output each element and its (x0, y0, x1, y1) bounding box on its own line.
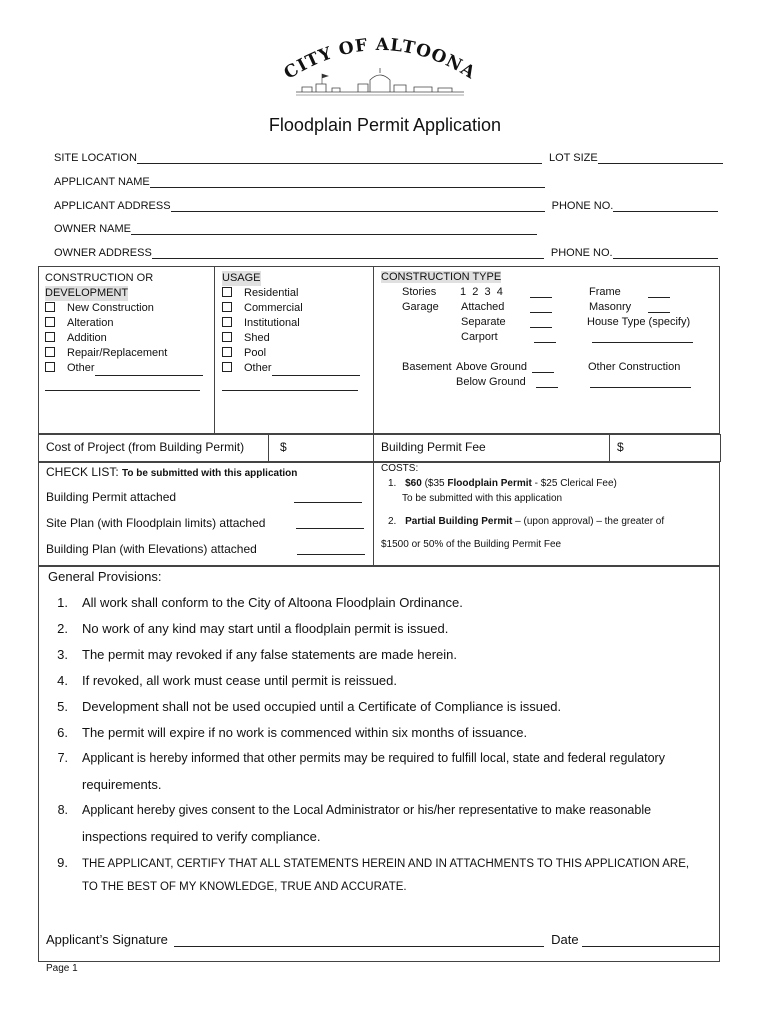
stories-label: Stories (402, 286, 437, 298)
svg-text:CITY OF ALTOONA (282, 35, 478, 84)
checkbox-other-construction[interactable] (45, 362, 55, 372)
provision-item (46, 777, 161, 792)
provision-text: requirements. (82, 777, 162, 792)
date-label: Date (551, 932, 579, 947)
site-location-input[interactable] (137, 152, 542, 164)
provision-text: TO THE BEST OF MY KNOWLEDGE, TRUE AND ACCURATE. (82, 881, 407, 893)
cost-of-project-label: Cost of Project (from Building Permit) (46, 440, 245, 454)
cost-amount: $60 (405, 478, 422, 489)
checklist-subheading: To be submitted with this application (122, 468, 298, 479)
construction-item (45, 301, 203, 316)
cost-bold-text: Floodplain Permit (447, 478, 532, 489)
attached-label: Attached (461, 301, 505, 313)
provision-item (46, 855, 689, 870)
usage-item-label: Other (244, 362, 272, 374)
applicant-name-label: APPLICANT NAME (54, 176, 150, 188)
house-type-input[interactable] (592, 342, 693, 343)
construction-item (45, 331, 203, 346)
applicant-address-row (54, 200, 718, 212)
checkbox-other-usage[interactable] (222, 362, 232, 372)
provision-text: inspections required to verify compliance. (82, 829, 321, 844)
provision-number: 3. (57, 647, 68, 662)
site-location-row (54, 152, 723, 164)
separate-input[interactable] (530, 327, 552, 328)
construction-item-label: New Construction (67, 302, 154, 314)
provision-number: 5. (57, 699, 68, 714)
usage-column (222, 271, 360, 391)
building-permit-attached-input[interactable] (294, 502, 362, 503)
owner-address-row (54, 247, 718, 259)
provision-number: 1. (57, 595, 68, 610)
above-ground-input[interactable] (532, 372, 554, 373)
fee-dollar-sign: $ (617, 440, 624, 454)
city-logo (282, 30, 478, 100)
cost-bold-text: Partial Building Permit (405, 516, 513, 527)
divider (268, 434, 269, 462)
ctype-heading: CONSTRUCTION TYPE (381, 271, 502, 283)
house-type-label: House Type (specify) (587, 316, 691, 328)
provision-number: 8. (57, 803, 68, 817)
below-ground-input[interactable] (536, 387, 558, 388)
provision-number: 9. (57, 855, 68, 870)
usage-item (222, 346, 360, 361)
carport-label: Carport (461, 331, 498, 343)
checkbox-alteration[interactable] (45, 317, 55, 327)
checkbox-residential[interactable] (222, 287, 232, 297)
costs-heading: COSTS: (381, 463, 419, 474)
phone-label-2: PHONE NO. (550, 247, 613, 259)
checkbox-pool[interactable] (222, 347, 232, 357)
checkbox-shed[interactable] (222, 332, 232, 342)
provision-item (46, 595, 463, 610)
usage-item-label: Pool (244, 347, 267, 359)
applicant-address-label: APPLICANT ADDRESS (54, 200, 171, 212)
cost-item-2 (388, 516, 664, 527)
usage-item (222, 331, 360, 346)
construction-item-label: Alteration (67, 317, 114, 329)
divider (373, 266, 374, 434)
checkbox-addition[interactable] (45, 332, 55, 342)
other-usage-input[interactable] (272, 364, 360, 376)
below-ground-label: Below Ground (456, 376, 526, 388)
usage-item-label: Residential (244, 287, 299, 299)
masonry-input[interactable] (648, 312, 670, 313)
other-construction-type-input[interactable] (590, 387, 691, 388)
applicant-address-input[interactable] (171, 200, 545, 212)
provision-item (46, 699, 561, 714)
construction-item (45, 361, 203, 376)
checklist-item-site-plan: Site Plan (with Floodplain limits) attached (46, 516, 266, 530)
provision-text: No work of any kind may start until a floodplain permit is issued. (82, 621, 449, 636)
checkbox-repair[interactable] (45, 347, 55, 357)
carport-input[interactable] (534, 342, 556, 343)
separate-label: Separate (461, 316, 506, 328)
provision-text: If revoked, all work must cease until permit is reissued. (82, 673, 398, 688)
checklist-item-building-plan: Building Plan (with Elevations) attached (46, 542, 257, 556)
construction-column (45, 271, 203, 391)
divider (214, 266, 215, 434)
checklist-item-building-permit: Building Permit attached (46, 490, 177, 504)
applicant-name-input[interactable] (150, 176, 545, 188)
provision-number: 2. (57, 621, 68, 636)
signature-label: Applicant’s Signature (46, 932, 168, 947)
page-number: Page 1 (46, 963, 78, 974)
owner-name-row (54, 223, 537, 235)
phone-input-2[interactable] (613, 247, 718, 259)
signature-row (46, 932, 720, 947)
provision-item (46, 881, 407, 893)
cost-item-number: 2. (388, 516, 397, 527)
provision-number: 6. (57, 725, 68, 740)
construction-item-label: Addition (67, 332, 107, 344)
cost-text: - $25 Clerical Fee) (531, 478, 617, 489)
building-plan-attached-input[interactable] (297, 554, 365, 555)
owner-address-input[interactable] (152, 247, 544, 259)
building-permit-fee-label: Building Permit Fee (381, 440, 486, 454)
construction-item-label: Repair/Replacement (67, 347, 168, 359)
other-construction-type-label: Other Construction (588, 361, 681, 373)
owner-name-label: OWNER NAME (54, 223, 131, 235)
attached-input[interactable] (530, 312, 552, 313)
other-construction-input-2[interactable] (45, 379, 200, 391)
construction-heading-2: DEVELOPMENT (45, 287, 129, 299)
site-location-label: SITE LOCATION (54, 152, 137, 164)
lot-size-label: LOT SIZE (548, 152, 598, 164)
lot-size-input[interactable] (598, 152, 723, 164)
cost-dollar-sign: $ (280, 440, 287, 454)
construction-item (45, 316, 203, 331)
usage-heading: USAGE (222, 272, 261, 284)
cost-item-1-sub: To be submitted with this application (402, 493, 563, 504)
provisions-heading: General Provisions: (48, 569, 162, 584)
usage-item-label: Shed (244, 332, 270, 344)
checkbox-commercial[interactable] (222, 302, 232, 312)
date-input[interactable] (582, 935, 720, 947)
provision-item (46, 647, 457, 662)
cost-text: – (upon approval) – the greater of (512, 516, 665, 527)
checklist-heading-row (46, 465, 297, 479)
checklist-heading: CHECK LIST: (46, 465, 119, 479)
cost-item-2-line2: $1500 or 50% of the Building Permit Fee (381, 539, 562, 550)
other-usage-input-2[interactable] (222, 379, 358, 391)
cost-text: ($35 (421, 478, 448, 489)
provision-text: The permit will expire if no work is commenced within six months of issuance. (82, 725, 528, 740)
construction-heading-1: CONSTRUCTION OR (45, 272, 154, 284)
phone-input-1[interactable] (613, 200, 718, 212)
provision-item (46, 829, 320, 844)
owner-name-input[interactable] (131, 223, 537, 235)
provision-text: THE APPLICANT, CERTIFY THAT ALL STATEMENTS HEREIN AND IN ATTACHMENTS TO THIS APPLICATION ARE, (82, 858, 690, 870)
frame-label: Frame (589, 286, 621, 298)
provision-text: The permit may revoked if any false statements are made herein. (82, 647, 458, 662)
usage-item (222, 361, 360, 376)
stories-input[interactable] (530, 297, 552, 298)
provision-text: Applicant is hereby informed that other permits may be required to fulfill local, state and federal regulatory (82, 751, 665, 765)
cost-item-number: 1. (388, 478, 397, 489)
provision-number: 7. (57, 751, 68, 765)
divider (373, 462, 374, 566)
provision-text: Development shall not be used occupied until a Certificate of Compliance is issued. (82, 699, 562, 714)
signature-input[interactable] (174, 935, 544, 947)
provision-item (46, 621, 448, 636)
divider (609, 434, 610, 462)
construction-item-label: Other (67, 362, 95, 374)
other-construction-input[interactable] (95, 364, 203, 376)
above-ground-label: Above Ground (456, 361, 527, 373)
masonry-label: Masonry (589, 301, 632, 313)
provision-item (46, 725, 527, 740)
provision-item (46, 803, 651, 817)
usage-item (222, 286, 360, 301)
logo-text: CITY OF ALTOONA (282, 34, 478, 84)
owner-address-label: OWNER ADDRESS (54, 247, 152, 259)
stories-numbers: 1 2 3 4 (460, 286, 503, 298)
usage-item (222, 316, 360, 331)
site-plan-attached-input[interactable] (296, 528, 364, 529)
provision-text: Applicant hereby gives consent to the Local Administrator or his/her representative to make reasonable (82, 803, 652, 817)
basement-label: Basement (402, 361, 452, 373)
checkbox-new-construction[interactable] (45, 302, 55, 312)
usage-item-label: Commercial (244, 302, 303, 314)
cost-item-1 (388, 478, 617, 489)
page-title: Floodplain Permit Application (268, 115, 502, 135)
applicant-name-row (54, 176, 545, 188)
garage-label: Garage (402, 301, 439, 313)
phone-label-1: PHONE NO. (551, 200, 614, 212)
usage-item (222, 301, 360, 316)
construction-item (45, 346, 203, 361)
provision-number: 4. (57, 673, 68, 688)
provision-item (46, 673, 397, 688)
divider (373, 434, 374, 462)
provision-item (46, 751, 665, 765)
provision-text: All work shall conform to the City of Altoona Floodplain Ordinance. (82, 595, 463, 610)
checkbox-institutional[interactable] (222, 317, 232, 327)
usage-item-label: Institutional (244, 317, 300, 329)
frame-input[interactable] (648, 297, 670, 298)
